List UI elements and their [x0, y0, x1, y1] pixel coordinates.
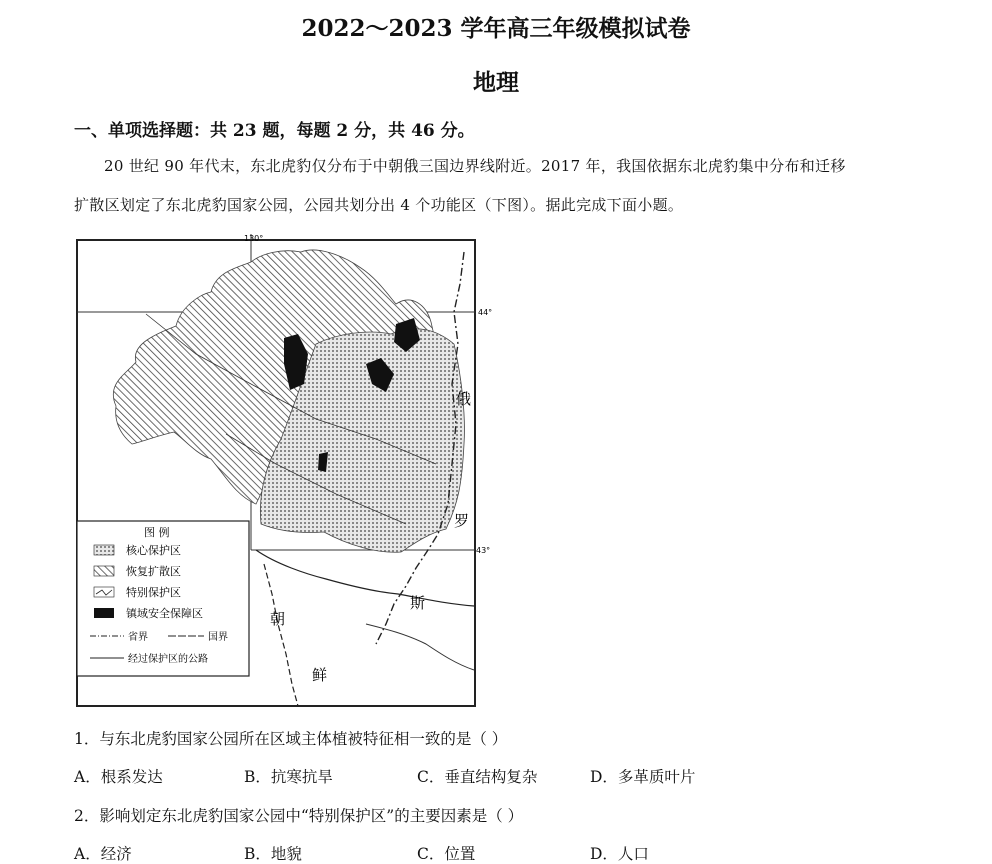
question-1-stem: 1．与东北虎豹国家公园所在区域主体植被特征相一致的是（ ） [74, 730, 508, 748]
legend-swatch-security [94, 608, 114, 618]
q1-option-d: D．多革质叶片 [590, 768, 696, 786]
q2-option-d: D．人口 [590, 845, 649, 863]
legend-swatch-restoration [94, 566, 114, 576]
legend-item-special: 特别保护区 [126, 586, 181, 599]
legend-item-security: 镇域安全保障区 [126, 607, 203, 620]
subject-title: 地理 [473, 69, 519, 96]
label-russia-1: 俄 [456, 390, 472, 408]
legend-title: 图 例 [144, 526, 170, 539]
lon-label: 130° [244, 234, 264, 243]
map-legend [77, 521, 249, 676]
q1-option-a: A．根系发达 [74, 768, 163, 786]
park-map-figure [76, 234, 493, 708]
q1-option-c: C．垂直结构复杂 [417, 768, 538, 786]
lat-label-bottom: 43° [476, 546, 491, 555]
label-korea-1: 朝 [270, 610, 286, 628]
q2-option-a: A．经济 [74, 845, 132, 863]
question-2-stem: 2．影响划定东北虎豹国家公园中“特别保护区”的主要因素是（ ） [74, 807, 524, 825]
intro-line-2: 扩散区划定了东北虎豹国家公园，公园共划分出 4 个功能区（下图）。据此完成下面小题。 [74, 196, 684, 214]
q2-option-c: C．位置 [417, 845, 476, 863]
legend-national: 国界 [208, 632, 228, 643]
legend-swatch-core [94, 545, 114, 555]
label-korea-2: 鲜 [312, 666, 328, 684]
exam-title: 2022～2023 学年高三年级模拟试卷 [301, 15, 691, 42]
legend-item-core: 核心保护区 [126, 544, 181, 557]
legend-road: 经过保护区的公路 [128, 654, 208, 665]
label-russia-2: 罗 [454, 512, 470, 530]
lat-label-top: 44° [478, 308, 493, 317]
section-heading: 一、单项选择题：共 23 题，每题 2 分，共 46 分。 [74, 121, 475, 141]
intro-line-1: 20 世纪 90 年代末，东北虎豹仅分布于中朝俄三国边界线附近。2017 年，我国依据东北虎豹集中分布和迁移 [104, 157, 846, 175]
legend-province: 省界 [128, 632, 148, 643]
label-russia-3: 斯 [410, 594, 426, 612]
q2-option-b: B．地貌 [244, 845, 302, 863]
q1-option-b: B．抗寒抗旱 [244, 768, 333, 786]
legend-item-restoration: 恢复扩散区 [126, 565, 181, 578]
